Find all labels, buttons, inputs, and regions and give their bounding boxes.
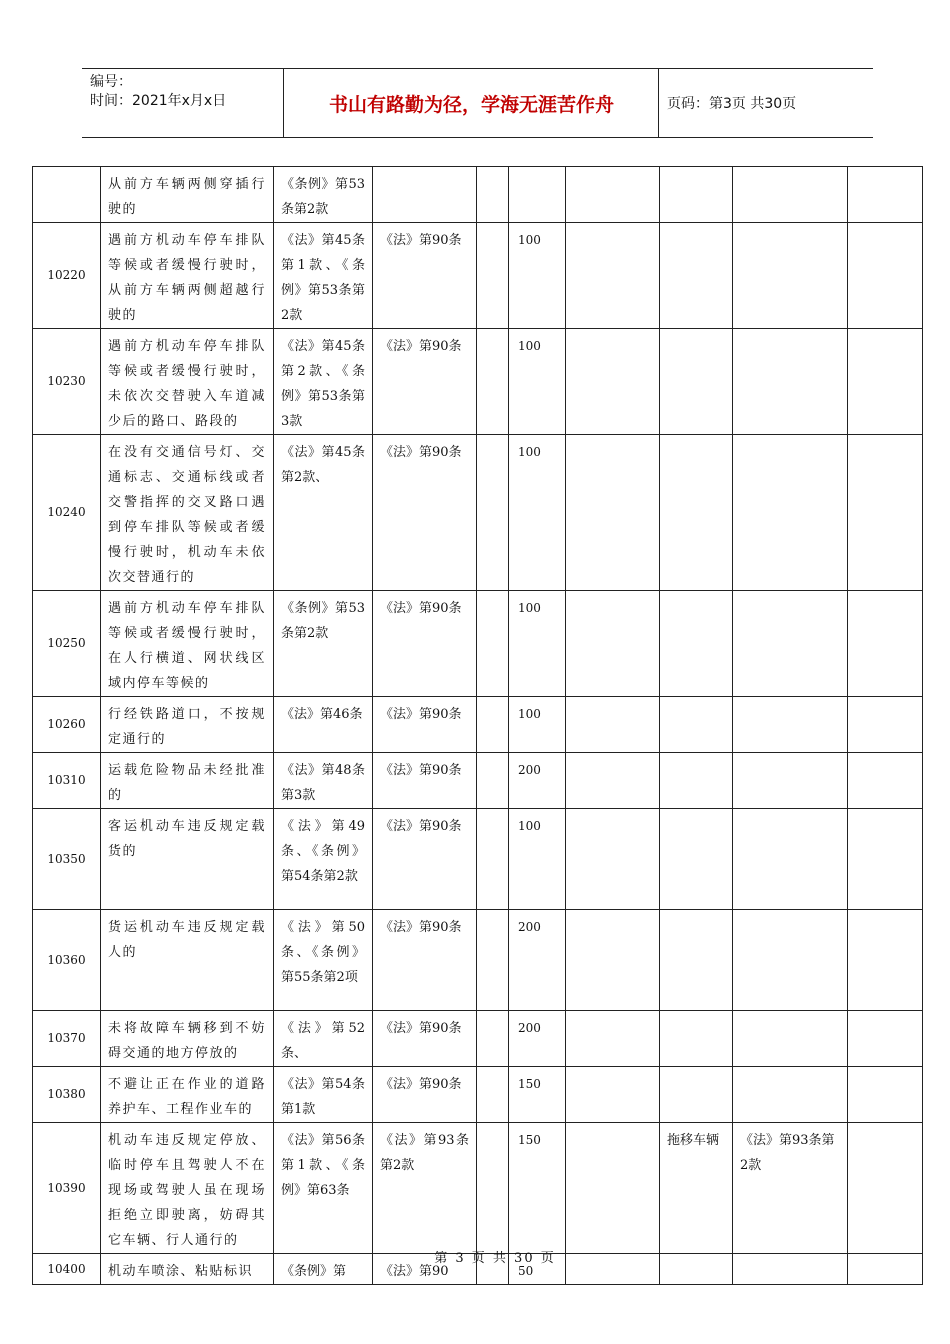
table-row <box>33 809 923 910</box>
document-number-label: 编号： <box>90 74 132 90</box>
violation-description-cell: 不避让正在作业的道路养护车、工程作业车的 <box>101 1067 274 1123</box>
blank-cell <box>848 167 923 223</box>
legal-basis-cell: 《法》第45条第2款、 <box>274 435 373 591</box>
violation-description-cell: 遇前方机动车停车排队等候或者缓慢行驶时，在人行横道、网状线区域内停车等候的 <box>101 591 274 697</box>
blank-cell <box>477 435 509 591</box>
legal-basis-cell: 《条例》第53条第2款 <box>274 167 373 223</box>
table-row <box>33 591 923 697</box>
measure-basis-cell <box>733 1011 848 1067</box>
measure-basis-cell <box>733 435 848 591</box>
fine-amount-cell: 100 <box>509 329 566 435</box>
measure-basis-cell: 《法》第93条第2款 <box>733 1123 848 1254</box>
blank-cell <box>848 435 923 591</box>
penalty-basis-cell: 《法》第90条 <box>373 591 477 697</box>
violation-description-cell: 遇前方机动车停车排队等候或者缓慢行驶时，从前方车辆两侧超越行驶的 <box>101 223 274 329</box>
blank-cell <box>566 223 660 329</box>
blank-cell <box>566 1123 660 1254</box>
legal-basis-cell: 《法》第56条第1款、《条例》第63条 <box>274 1123 373 1254</box>
penalty-basis-cell: 《法》第90条 <box>373 435 477 591</box>
violation-description-cell: 在没有交通信号灯、交通标志、交通标线或者交警指挥的交叉路口遇到停车排队等候或者缓慢行驶时，机动车未依次交替通行的 <box>101 435 274 591</box>
blank-cell <box>566 697 660 753</box>
page-footer: 第 3 页 共 30 页 <box>434 1251 556 1266</box>
violation-code-cell: 10380 <box>33 1067 101 1123</box>
table-row <box>33 910 923 1011</box>
administrative-measure-cell <box>660 1011 733 1067</box>
blank-cell <box>477 697 509 753</box>
violation-code-cell: 10350 <box>33 809 101 910</box>
blank-cell <box>566 1011 660 1067</box>
blank-cell <box>566 1067 660 1123</box>
table-row <box>33 329 923 435</box>
administrative-measure-cell <box>660 753 733 809</box>
header-motto-cell <box>285 69 659 137</box>
penalty-basis-cell: 《法》第93条第2款 <box>373 1123 477 1254</box>
penalty-basis-cell: 《法》第90条 <box>373 223 477 329</box>
blank-cell <box>477 1067 509 1123</box>
violation-code-cell: 10360 <box>33 910 101 1011</box>
violation-code-cell: 10310 <box>33 753 101 809</box>
violation-code-cell: 10240 <box>33 435 101 591</box>
blank-cell <box>477 223 509 329</box>
measure-basis-cell <box>733 591 848 697</box>
administrative-measure-cell <box>660 329 733 435</box>
violation-code-cell: 10220 <box>33 223 101 329</box>
fine-amount-cell: 100 <box>509 591 566 697</box>
header-page-number: 页码：第3页 共30页 <box>667 96 797 112</box>
fine-amount-cell <box>509 167 566 223</box>
legal-basis-cell: 《条例》第 <box>274 1254 373 1285</box>
measure-basis-cell <box>733 753 848 809</box>
legal-basis-cell: 《法》第49条、《条例》第54条第2款 <box>274 809 373 910</box>
legal-basis-cell: 《法》第54条第1款 <box>274 1067 373 1123</box>
penalty-basis-cell: 《法》第90条 <box>373 753 477 809</box>
blank-cell <box>566 591 660 697</box>
blank-cell <box>477 753 509 809</box>
fine-amount-cell: 150 <box>509 1123 566 1254</box>
header-motto: 书山有路勤为径，学海无涯苦作舟 <box>328 93 614 116</box>
legal-basis-cell: 《法》第46条 <box>274 697 373 753</box>
legal-basis-cell: 《法》第45条第1款、《条例》第53条第2款 <box>274 223 373 329</box>
table-row <box>33 435 923 591</box>
violation-code-cell: 10390 <box>33 1123 101 1254</box>
administrative-measure-cell <box>660 1067 733 1123</box>
fine-amount-cell: 150 <box>509 1067 566 1123</box>
violation-description-cell: 运载危险物品未经批准的 <box>101 753 274 809</box>
administrative-measure-cell <box>660 809 733 910</box>
violation-description-cell: 未将故障车辆移到不妨碍交通的地方停放的 <box>101 1011 274 1067</box>
violation-code-cell: 10400 <box>33 1254 101 1285</box>
violation-description-cell: 货运机动车违反规定载人的 <box>101 910 274 1011</box>
blank-cell <box>477 329 509 435</box>
legal-basis-cell: 《条例》第53条第2款 <box>274 591 373 697</box>
blank-cell <box>848 910 923 1011</box>
document-date: 时间：2021年x月x日 <box>90 93 227 109</box>
violation-code-cell <box>33 167 101 223</box>
administrative-measure-cell: 拖移车辆 <box>660 1123 733 1254</box>
blank-cell <box>477 910 509 1011</box>
violation-description-cell: 遇前方机动车停车排队等候或者缓慢行驶时，未依次交替驶入车道减少后的路口、路段的 <box>101 329 274 435</box>
legal-basis-cell: 《法》第45条第2款、《条例》第53条第3款 <box>274 329 373 435</box>
administrative-measure-cell <box>660 223 733 329</box>
measure-basis-cell <box>733 223 848 329</box>
fine-amount-cell: 50 <box>509 1254 566 1285</box>
administrative-measure-cell <box>660 435 733 591</box>
violation-description-cell: 行经铁路道口，不按规定通行的 <box>101 697 274 753</box>
violation-description-cell: 机动车喷涂、粘贴标识 <box>101 1254 274 1285</box>
table-row <box>33 1011 923 1067</box>
blank-cell <box>848 1123 923 1254</box>
blank-cell <box>566 167 660 223</box>
blank-cell <box>848 753 923 809</box>
legal-basis-cell: 《法》第50条、《条例》第55条第2项 <box>274 910 373 1011</box>
blank-cell <box>566 753 660 809</box>
measure-basis-cell <box>733 1067 848 1123</box>
violation-code-cell: 10250 <box>33 591 101 697</box>
penalty-basis-cell: 《法》第90条 <box>373 697 477 753</box>
fine-amount-cell: 200 <box>509 910 566 1011</box>
blank-cell <box>848 223 923 329</box>
table-row <box>33 1067 923 1123</box>
blank-cell <box>848 1011 923 1067</box>
administrative-measure-cell <box>660 167 733 223</box>
blank-cell <box>477 1011 509 1067</box>
fine-amount-cell: 100 <box>509 435 566 591</box>
measure-basis-cell <box>733 697 848 753</box>
blank-cell <box>477 167 509 223</box>
table-row <box>33 697 923 753</box>
table-row <box>33 167 923 223</box>
fine-amount-cell: 200 <box>509 753 566 809</box>
blank-cell <box>848 809 923 910</box>
measure-basis-cell <box>733 167 848 223</box>
table-row <box>33 223 923 329</box>
fine-amount-cell: 200 <box>509 1011 566 1067</box>
violation-code-cell: 10260 <box>33 697 101 753</box>
violation-code-cell: 10370 <box>33 1011 101 1067</box>
violation-code-cell: 10230 <box>33 329 101 435</box>
table-row <box>33 1123 923 1254</box>
blank-cell <box>848 1067 923 1123</box>
penalty-basis-cell: 《法》第90条 <box>373 809 477 910</box>
administrative-measure-cell <box>660 697 733 753</box>
header-page-cell <box>659 69 873 137</box>
fine-amount-cell: 100 <box>509 697 566 753</box>
blank-cell <box>477 809 509 910</box>
blank-cell <box>848 329 923 435</box>
blank-cell <box>566 809 660 910</box>
blank-cell <box>477 591 509 697</box>
header-meta <box>82 69 284 137</box>
violation-table <box>32 166 923 1285</box>
administrative-measure-cell <box>660 910 733 1011</box>
administrative-measure-cell <box>660 591 733 697</box>
legal-basis-cell: 《法》第52条、 <box>274 1011 373 1067</box>
blank-cell <box>848 697 923 753</box>
blank-cell <box>566 910 660 1011</box>
penalty-basis-cell: 《法》第90条 <box>373 1011 477 1067</box>
penalty-basis-cell: 《法》第90 <box>373 1254 477 1285</box>
blank-cell <box>848 591 923 697</box>
violation-description-cell: 机动车违反规定停放、临时停车且驾驶人不在现场或驾驶人虽在现场拒绝立即驶离，妨碍其它车辆、行人通行的 <box>101 1123 274 1254</box>
blank-cell <box>566 329 660 435</box>
table-row <box>33 753 923 809</box>
penalty-basis-cell: 《法》第90条 <box>373 329 477 435</box>
penalty-basis-cell: 《法》第90条 <box>373 910 477 1011</box>
penalty-basis-cell: 《法》第90条 <box>373 1067 477 1123</box>
measure-basis-cell <box>733 809 848 910</box>
fine-amount-cell: 100 <box>509 809 566 910</box>
penalty-basis-cell <box>373 167 477 223</box>
blank-cell <box>477 1123 509 1254</box>
violation-description-cell: 客运机动车违反规定载货的 <box>101 809 274 910</box>
measure-basis-cell <box>733 910 848 1011</box>
measure-basis-cell <box>733 329 848 435</box>
violation-description-cell: 从前方车辆两侧穿插行驶的 <box>101 167 274 223</box>
fine-amount-cell: 100 <box>509 223 566 329</box>
page-header <box>82 68 873 138</box>
blank-cell <box>566 435 660 591</box>
legal-basis-cell: 《法》第48条第3款 <box>274 753 373 809</box>
